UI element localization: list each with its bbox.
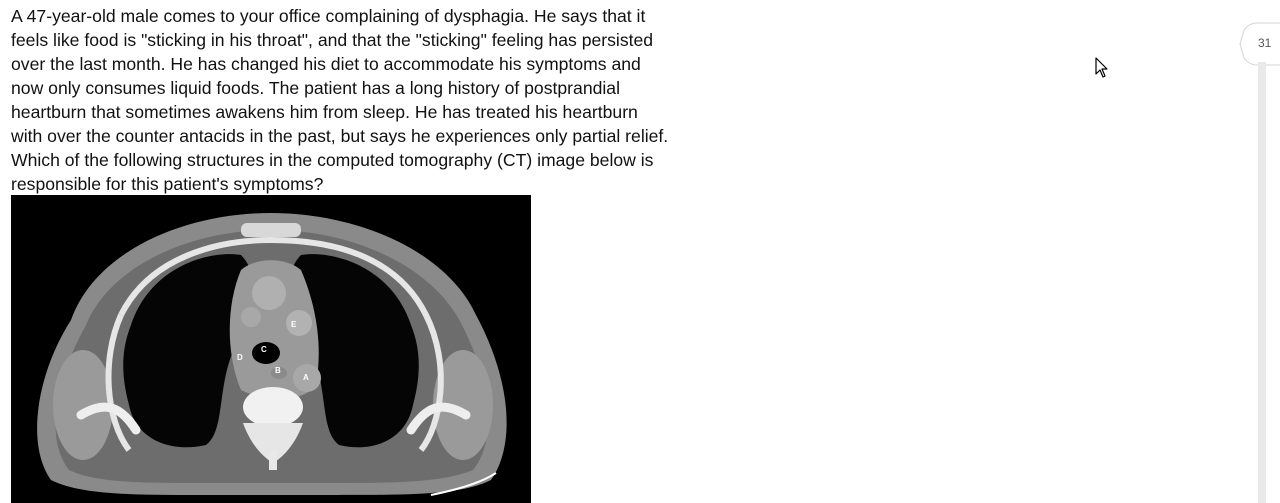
question-line: with over the counter antacids in the past, but says he experiences only partial relief.	[11, 126, 669, 146]
ct-label-b: B	[275, 366, 281, 375]
question-line: A 47-year-old male comes to your office complaining of dysphagia. He says that it	[11, 6, 646, 26]
ct-label-e: E	[291, 320, 297, 329]
question-line: heartburn that sometimes awakens him from sleep. He has treated his heartburn	[11, 102, 638, 122]
question-line: feels like food is "sticking in his throat", and that the "sticking" feeling has persisted	[11, 30, 654, 50]
mouse-pointer-icon	[1095, 57, 1109, 79]
ct-label-c: C	[261, 345, 267, 354]
scrollbar-track[interactable]	[1258, 62, 1266, 503]
page-number: 31	[1258, 36, 1272, 50]
ct-label-d: D	[237, 353, 243, 362]
question-line: over the last month. He has changed his diet to accommodate his symptoms and	[11, 54, 641, 74]
question-text	[11, 4, 751, 196]
ct-label-a: A	[303, 373, 309, 382]
question-line: Which of the following structures in the computed tomography (CT) image below is	[11, 150, 654, 170]
question-line: now only consumes liquid foods. The patient has a long history of postprandial	[11, 78, 620, 98]
ct-scan-image	[11, 195, 531, 503]
question-line: responsible for this patient's symptoms?	[11, 174, 324, 194]
